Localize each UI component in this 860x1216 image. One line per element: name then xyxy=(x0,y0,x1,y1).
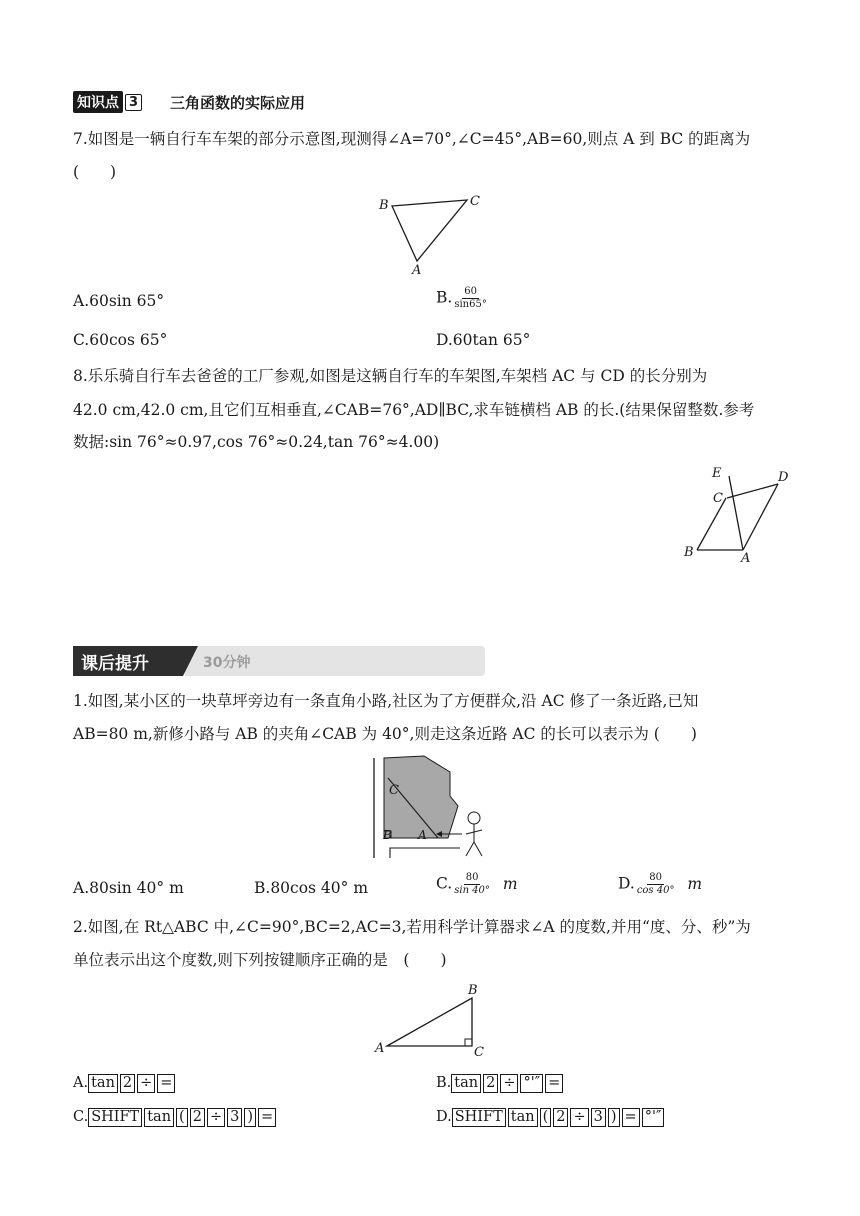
p2-option-b-key: 2 xyxy=(483,1074,498,1093)
section-badge-number: 3 xyxy=(125,94,142,111)
p2-label-c: C xyxy=(474,1045,484,1060)
q8-label-b: B xyxy=(684,545,694,560)
p1-label-c: C xyxy=(389,783,399,798)
p2-option-d-key: tan xyxy=(508,1108,538,1127)
p2-option-c-key: 3 xyxy=(227,1108,242,1127)
section-badge xyxy=(73,91,142,113)
p2-option-d-key: = xyxy=(622,1108,640,1127)
p2-option-c-key: = xyxy=(258,1108,276,1127)
p2-triangle-figure xyxy=(372,980,492,1060)
q8-text-line1: 8.乐乐骑自行车去爸爸的工厂参观,如图是这辆自行车的车架图,车架档 AC 与 CD 的长分别为 xyxy=(73,367,708,385)
p2-option-c-key: ) xyxy=(244,1108,256,1127)
p2-option-d-key: SHIFT xyxy=(452,1108,506,1127)
q7-label-c: C xyxy=(470,194,480,209)
p2-option-a-key: ÷ xyxy=(137,1074,155,1093)
p2-option-d xyxy=(436,1107,666,1127)
p1-option-d-fraction xyxy=(635,872,677,897)
p1-person-leg-left xyxy=(466,842,474,856)
section-badge-label: 知识点 xyxy=(73,91,123,113)
q7-triangle-figure xyxy=(370,188,490,278)
q8-frame-figure xyxy=(680,462,800,567)
q7-text-line1: 7.如图是一辆自行车车架的部分示意图,现测得∠A=70°,∠C=45°,AB=60,则点 A 到 BC 的距离为 xyxy=(73,130,751,148)
q7-label-b: B xyxy=(379,198,389,213)
p2-option-a-key: tan xyxy=(88,1074,118,1093)
p1-option-d-prefix: D. xyxy=(618,874,635,893)
p2-option-b-key: °'″ xyxy=(520,1074,543,1093)
p2-right-angle-mark xyxy=(465,1039,472,1046)
q7-option-b-prefix: B. xyxy=(436,288,453,307)
p1-lawn-figure xyxy=(370,754,500,862)
p1-option-c-fraction xyxy=(452,872,492,897)
p2-option-a-key: 2 xyxy=(120,1074,135,1093)
p2-option-a xyxy=(73,1073,177,1093)
q8-label-d: D xyxy=(778,470,789,485)
p1-option-b: B.80cos 40° m xyxy=(254,879,369,897)
q8-text-line2: 42.0 cm,42.0 cm,且它们互相垂直,∠CAB=76°,AD∥BC,求车链横档 AB 的长.(结果保留整数.参考 xyxy=(73,401,755,419)
q7-option-d: D.60tan 65° xyxy=(436,331,531,349)
p2-triangle xyxy=(387,998,472,1046)
band-time: 30分钟 xyxy=(203,655,251,671)
q8-segment-ad xyxy=(743,484,778,550)
p2-option-c-key: ( xyxy=(176,1108,188,1127)
p2-option-b-key: = xyxy=(545,1074,563,1093)
after-class-band xyxy=(73,646,485,676)
q8-text-line3: 数据:sin 76°≈0.97,cos 76°≈0.24,tan 76°≈4.00) xyxy=(73,433,440,451)
q8-label-e: E xyxy=(712,466,722,481)
p2-option-c-key: tan xyxy=(144,1108,174,1127)
p1-option-c xyxy=(436,872,518,897)
section-title: 三角函数的实际应用 xyxy=(170,94,306,112)
p1-option-d-unit: m xyxy=(687,874,703,893)
p2-option-a-prefix: A. xyxy=(73,1075,89,1091)
p1-option-c-unit: m xyxy=(502,874,518,893)
p2-option-c-key: ÷ xyxy=(207,1108,225,1127)
q8-segment-cd xyxy=(727,484,778,498)
p2-text-line1: 2.如图,在 Rt△ABC 中,∠C=90°,BC=2,AC=3,若用科学计算器求∠A 的度数,并用“度、分、秒”为 xyxy=(73,918,751,936)
p1-text-line2: AB=80 m,新修小路与 AB 的夹角∠CAB 为 40°,则走这条近路 AC 的长可以表示为 ( ) xyxy=(73,725,697,743)
p2-option-d-key: ( xyxy=(540,1108,552,1127)
q7-option-c: C.60cos 65° xyxy=(73,331,168,349)
p2-option-c-key: 2 xyxy=(190,1108,205,1127)
p1-label-b: B xyxy=(383,828,392,842)
p1-option-c-prefix: C. xyxy=(436,874,453,893)
band-title: 课后提升 xyxy=(81,654,149,674)
p1-option-d-num: 80 xyxy=(649,872,662,883)
q8-label-a: A xyxy=(741,551,751,566)
p1-option-d-den: cos 40° xyxy=(636,885,675,896)
p2-option-b-prefix: B. xyxy=(436,1075,452,1091)
p2-option-c xyxy=(73,1107,278,1127)
q7-option-b-den: sin65° xyxy=(454,299,487,310)
p2-option-b xyxy=(436,1073,565,1093)
p2-option-c-key: SHIFT xyxy=(88,1108,142,1127)
q7-option-b-fraction xyxy=(452,286,489,311)
p2-option-d-key: ) xyxy=(608,1108,620,1127)
q8-label-c: C xyxy=(713,491,723,506)
q7-triangle xyxy=(392,200,467,261)
q8-segment-ae xyxy=(729,476,743,550)
p1-label-a: A xyxy=(418,828,427,842)
p2-option-b-key: ÷ xyxy=(500,1074,518,1093)
p2-option-d-key: 2 xyxy=(553,1108,568,1127)
p2-option-a-key: = xyxy=(157,1074,175,1093)
p2-text-line2: 单位表示出这个度数,则下列按键顺序正确的是 ( ) xyxy=(73,951,447,969)
q7-label-a: A xyxy=(412,263,422,278)
p2-option-d-key: 3 xyxy=(591,1108,606,1127)
p2-option-d-key: ÷ xyxy=(570,1108,588,1127)
p2-option-c-prefix: C. xyxy=(73,1109,89,1125)
p2-option-b-key: tan xyxy=(451,1074,481,1093)
q7-option-a: A.60sin 65° xyxy=(73,292,165,310)
p1-option-c-den: sin 40° xyxy=(454,885,490,896)
p2-label-a: A xyxy=(375,1041,385,1056)
p2-option-d-key: °'″ xyxy=(642,1108,665,1127)
p1-option-a: A.80sin 40° m xyxy=(73,879,184,897)
q7-option-b-num: 60 xyxy=(464,286,477,297)
q7-text-line2: ( ) xyxy=(73,163,117,181)
p1-person-leg-right xyxy=(474,842,482,856)
p1-person-head-icon xyxy=(468,812,480,824)
p1-option-d xyxy=(618,872,702,897)
p1-option-c-num: 80 xyxy=(465,872,479,883)
q7-option-b xyxy=(436,286,489,311)
p1-text-line1: 1.如图,某小区的一块草坪旁边有一条直角小路,社区为了方便群众,沿 AC 修了一条近路,已知 xyxy=(73,692,699,710)
p1-bottom-path xyxy=(390,848,460,858)
p2-label-b: B xyxy=(468,983,478,998)
p2-option-d-prefix: D. xyxy=(436,1109,452,1125)
